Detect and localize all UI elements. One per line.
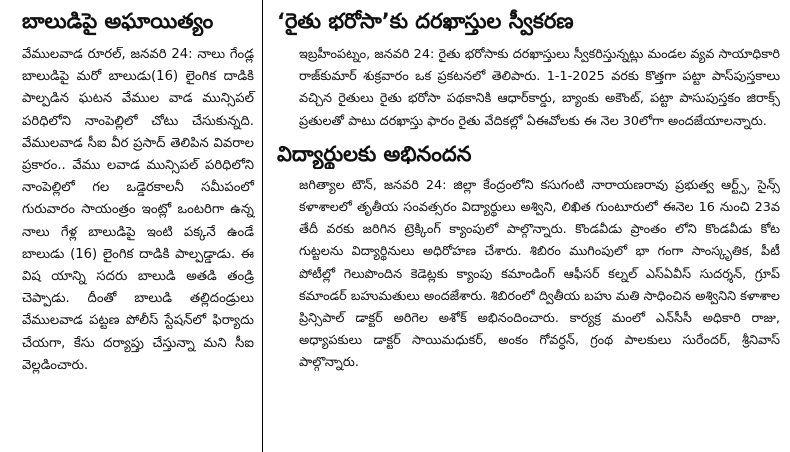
story-headline: ‘రైతు భరోసా’కు దరఖాస్తుల స్వీకరణ xyxy=(277,9,574,33)
story-students-congratulation xyxy=(277,139,780,375)
story-rythu-bharosa xyxy=(277,6,780,133)
left-column xyxy=(0,0,262,452)
story-headline: బాలుడిపై అఘాయిత్యం xyxy=(22,9,214,33)
story-body: ఇబ్రహీంపట్నం, జనవరి 24: రైతు భరోసాకు దరఖాస్తులు స్వీకరిస్తున్నట్లు మండల వ్యవ సాయాధికారి రాజ్‌కుమార్‌ శుక్రవారం ఒక ప్రకటనలో తెలిపారు. 1-1-2025 వరకు కొత్తగా పట్టా పాస్‌పుస్తకాలు వచ్చిన రైతులు రైతు భరోసా పథకానికి ఆధార్‌కార్డు, బ్యాంకు అకౌంట్‌, పట్టా పాసుపుస్తకం జిరాక్స్‌ ప్రతులతో పాటు దరఖాస్తు ఫారం రైతు వేదికల్లో ఏఈవోలకు ఈ నెల 30లోగా అందజేయాలన్నారు. xyxy=(299,47,780,129)
story-boy-assault xyxy=(22,6,254,377)
story-body: జగిత్యాల టౌన్‌, జనవరి 24: జిల్లా కేంద్రంలోని కసుగంటి నారాయణరావు ప్రభుత్వ ఆర్ట్స్‌, సైన్స్‌ కళాశాలలో తృతీయ సంవత్సరం విద్యార్థులు అశ్విని, లిఖిత గుంటూరులో ఈనెల 16 నుంచి 23వ తేదీ వరకు జరిగిన ట్రెక్కింగ్‌ క్యాంపులో పాల్గొన్నారు. కొండవీడు ప్రాంతం లోని కొండవీడు కోట గుట్టలను విద్యార్థినులు అధిరోహణ చేశారు. శిబిరం ముగింపులో భా గంగా సాంస్కృతిక, పీటీ పోటీల్లో గెలుపొందిన కెడెట్లకు క్యాంపు కమాండింగ్‌ ఆఫీసర్‌ కల్నల్‌ ఎస్‌ఏవీస్‌ సుదర్శన్‌, గ్రూప్‌ కమాండర్‌ బహుమతులు అందజేశారు. శిబిరంలో ద్వితీయ బహు మతి సాధించిన అశ్వినిని కళాశాల ప్రిన్సిపాల్‌ డాక్టర్‌ అరిగెల అశోక్‌ అభినందించారు. కార్యక్ర మంలో ఎన్‌సీసీ అధికారి రాజు, అధ్యాపకులు డాక్టర్‌ సాయిమధుకర్‌, అంకం గోవర్ధన్‌, గ్రంథ పాలకులు సురేందర్‌, శ్రీనివాస్‌ పాల్గొన్నారు. xyxy=(299,177,780,371)
story-headline: విద్యార్థులకు అభినందన xyxy=(277,141,472,166)
right-column xyxy=(262,0,790,452)
story-body: వేములవాడ రూరల్‌, జనవరి 24: నాలు గేండ్ల బాలుడిపై మరో బాలుడు(16) లైంగిక దాడికి పాల్పడిన ఘటన వేముల వాడ మున్సిపల్‌ పరిధిలోని నాంపెల్లిలో చోటు చేసుకున్నది. వేములవాడ సీఐ వీర ప్రసాద్‌ తెలిపిన వివరాల ప్రకారం.. వేము లవాడ మున్సిపల్‌ పరిధిలోని నాంపెల్లిలో గల ఒడ్డెరకాలనీ సమీపంలో గురువారం సాయంత్రం ఇంట్లో ఒంటరిగా ఉన్న నాలు గేళ్ల బాలుడిపై ఇంటి పక్కనే ఉండే బాలుడు (16) లైంగిక దాడికి పాల్పడ్డాడు. ఈ విష యాన్ని సదరు బాలుడి అతడి తండ్రి చెప్పాడు. దీంతో బాలుడి తల్లిదండ్రులు వేములవాడ పట్టణ పోలీస్‌ స్టేషన్‌లో ఫిర్యాదు చేయగా, కేసు దర్యాప్తు చేస్తున్నా మని సీఐ వెల్లడించారు. xyxy=(22,47,254,373)
